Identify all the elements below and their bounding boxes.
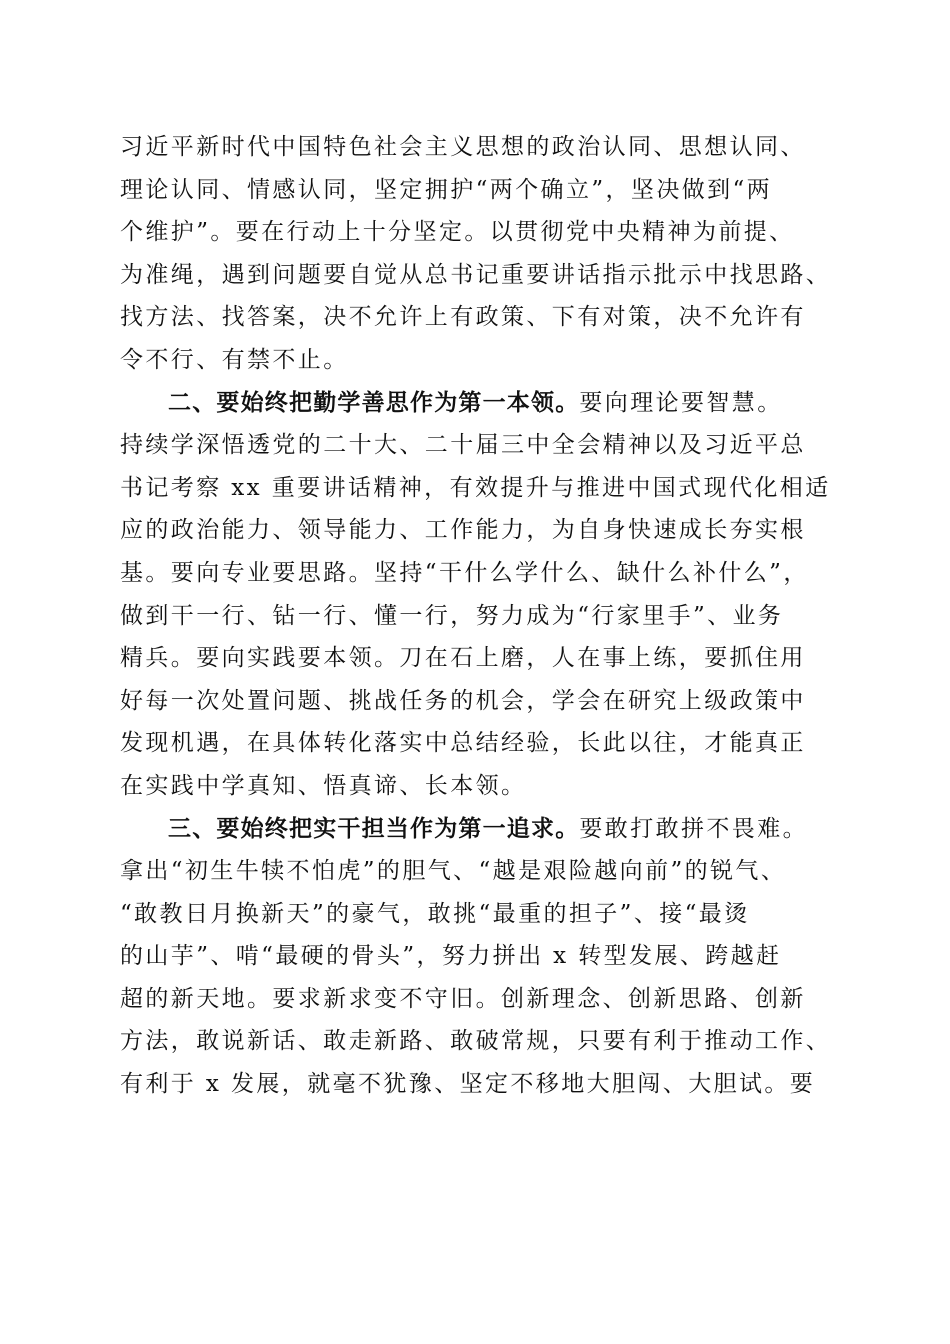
text-line: 在实践中学真知、悟真谛、长本领。 bbox=[120, 772, 527, 799]
text-line: 精兵。要向实践要本领。刀在石上磨，人在事上练，要抓住用 bbox=[120, 645, 806, 672]
section-heading: 二、要始终把勤学善思作为第一本领。 bbox=[168, 389, 580, 416]
paragraph-first-line bbox=[120, 808, 840, 851]
text-span: 要向理论要智慧。 bbox=[579, 389, 783, 416]
document-body bbox=[120, 126, 840, 1106]
text-line: 有利于 x 发展，就毫不犹豫、坚定不移地大胆闯、大胆试。要 bbox=[120, 1071, 816, 1098]
text-line: 拿出“初生牛犊不怕虎”的胆气、“越是艰险越向前”的锐气、 bbox=[120, 858, 787, 885]
text-line: “敢教日月换新天”的豪气，敢挑“最重的担子”、接“最烫 bbox=[120, 900, 750, 927]
text-line: 持续学深悟透党的二十大、二十届三中全会精神以及习近平总 bbox=[120, 432, 806, 459]
text-line: 个维护”。要在行动上十分坚定。以贯彻党中央精神为前提、 bbox=[120, 219, 795, 246]
text-line: 发现机遇，在具体转化落实中总结经验，长此以往，才能真正 bbox=[120, 730, 806, 757]
text-line: 基。要向专业要思路。坚持“干什么学什么、缺什么补什么”， bbox=[120, 559, 809, 586]
text-line: 好每一次处置问题、挑战任务的机会，学会在研究上级政策中 bbox=[120, 687, 806, 714]
text-line: 令不行、有禁不止。 bbox=[120, 346, 349, 373]
text-line: 书记考察 xx 重要讲话精神，有效提升与推进中国式现代化相适 bbox=[120, 474, 831, 501]
text-line: 超的新天地。要求新求变不守旧。创新理念、创新思路、创新 bbox=[120, 985, 806, 1012]
paragraph-3 bbox=[120, 808, 840, 1106]
paragraph-1 bbox=[120, 126, 840, 382]
text-line: 应的政治能力、领导能力、工作能力，为自身快速成长夯实根 bbox=[120, 517, 806, 544]
text-line: 的山芋”、啃“最硬的骨头”，努力拼出 x 转型发展、跨越赶 bbox=[120, 943, 782, 970]
paragraph-2 bbox=[120, 382, 840, 808]
text-line: 为准绳，遇到问题要自觉从总书记重要讲话指示批示中找思路、 bbox=[120, 261, 832, 288]
text-line: 理论认同、情感认同，坚定拥护“两个确立”，坚决做到“两 bbox=[120, 176, 773, 203]
paragraph-first-line bbox=[120, 382, 840, 425]
text-line: 方法，敢说新话、敢走新路、敢破常规，只要有利于推动工作、 bbox=[120, 1028, 832, 1055]
text-line: 习近平新时代中国特色社会主义思想的政治认同、思想认同、 bbox=[120, 134, 806, 160]
text-line: 做到干一行、钻一行、懂一行，努力成为“行家里手”、业务 bbox=[120, 602, 784, 629]
text-line: 找方法、找答案，决不允许上有政策、下有对策，决不允许有 bbox=[120, 304, 806, 331]
text-span: 要敢打敢拼不畏难。 bbox=[579, 815, 809, 842]
section-heading: 三、要始终把实干担当作为第一追求。 bbox=[168, 815, 580, 842]
